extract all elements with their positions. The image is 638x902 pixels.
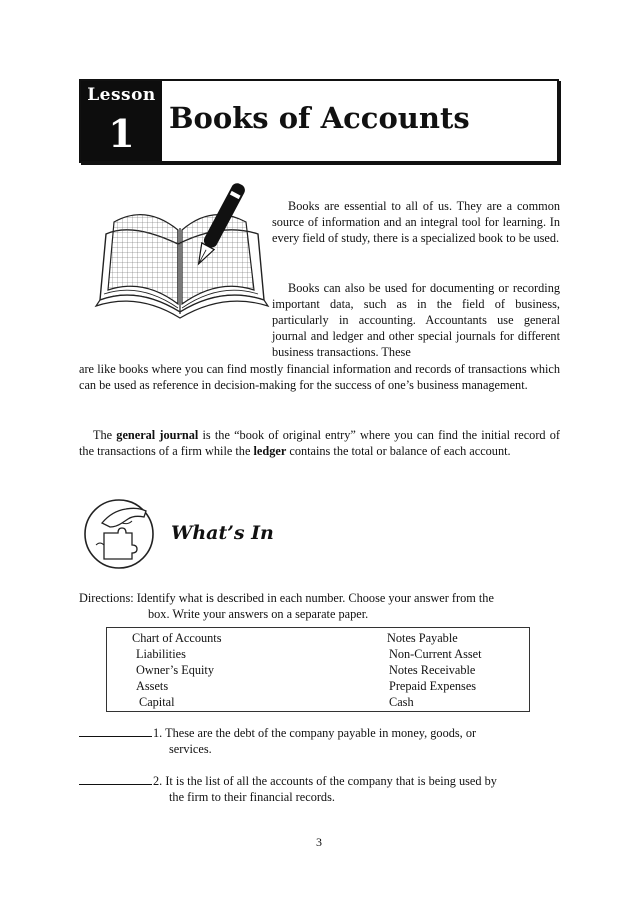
page-number: 3 [316,835,322,849]
open-book-pen-icon [92,182,270,362]
puzzle-hand-icon [82,497,156,571]
question-1 [79,725,476,757]
section-title-whats-in: What’s In [171,522,274,544]
choice-item: Chart of Accounts [132,631,222,645]
choice-item: Notes Payable [387,631,458,645]
lesson-badge [81,81,162,161]
choice-item: Notes Receivable [389,663,476,677]
lesson-header [79,79,559,163]
question-text: It is the list of all the accounts of the company that is being used by [165,774,497,788]
question-text: These are the debt of the company payable in money, goods, or [165,726,477,740]
choice-item: Cash [389,695,414,709]
answer-choices-box [106,627,530,712]
choice-item: Owner’s Equity [136,663,214,677]
question-number: 2. [153,774,163,788]
answer-blank[interactable] [79,774,152,785]
question-number: 1. [153,726,163,740]
p3-text-c: is the “book of original entry” where you can find the initial record of the transactions of a firm while the [79,428,560,458]
directions-line-2: box. Write your answers on a separate paper. [148,607,369,621]
intro-paragraph-2-bottom: are like books where you can find mostly financial information and records of transactions which can be used as reference in decision-making for the success of one’s business management. [79,362,560,392]
p3-text-a: The [93,428,117,442]
answer-blank[interactable] [79,726,152,737]
question-text-cont: services. [169,742,212,756]
choice-item: Liabilities [136,647,186,661]
lesson-title: Books of Accounts [169,101,470,135]
intro-paragraph-3 [79,427,560,459]
general-journal-term: general journal [116,428,199,442]
intro-paragraph-2-top: Books can also be used for documenting or recording important data, such as in the field of business, particularly in accounting. Accountants use general journal and ledger and other special journals for different business transactions. These [272,281,560,359]
question-text-cont: the firm to their financial records. [169,790,335,804]
choice-item: Non-Current Asset [389,647,482,661]
choice-item: Prepaid Expenses [389,679,477,693]
question-2 [79,773,497,805]
choice-item: Capital [139,695,175,709]
directions-line-1: Directions: Identify what is described in each number. Choose your answer from the [79,591,494,605]
choice-item: Assets [136,679,169,693]
ledger-term: ledger [253,444,287,458]
intro-paragraph-1: Books are essential to all of us. They are a common source of information and an integral tool for learning. In every field of study, there is a specialized book to be used. [272,199,560,245]
lesson-number: 1 [108,111,135,156]
lesson-word: Lesson [87,85,156,105]
p3-text-e: contains the total or balance of each account. [286,444,511,458]
